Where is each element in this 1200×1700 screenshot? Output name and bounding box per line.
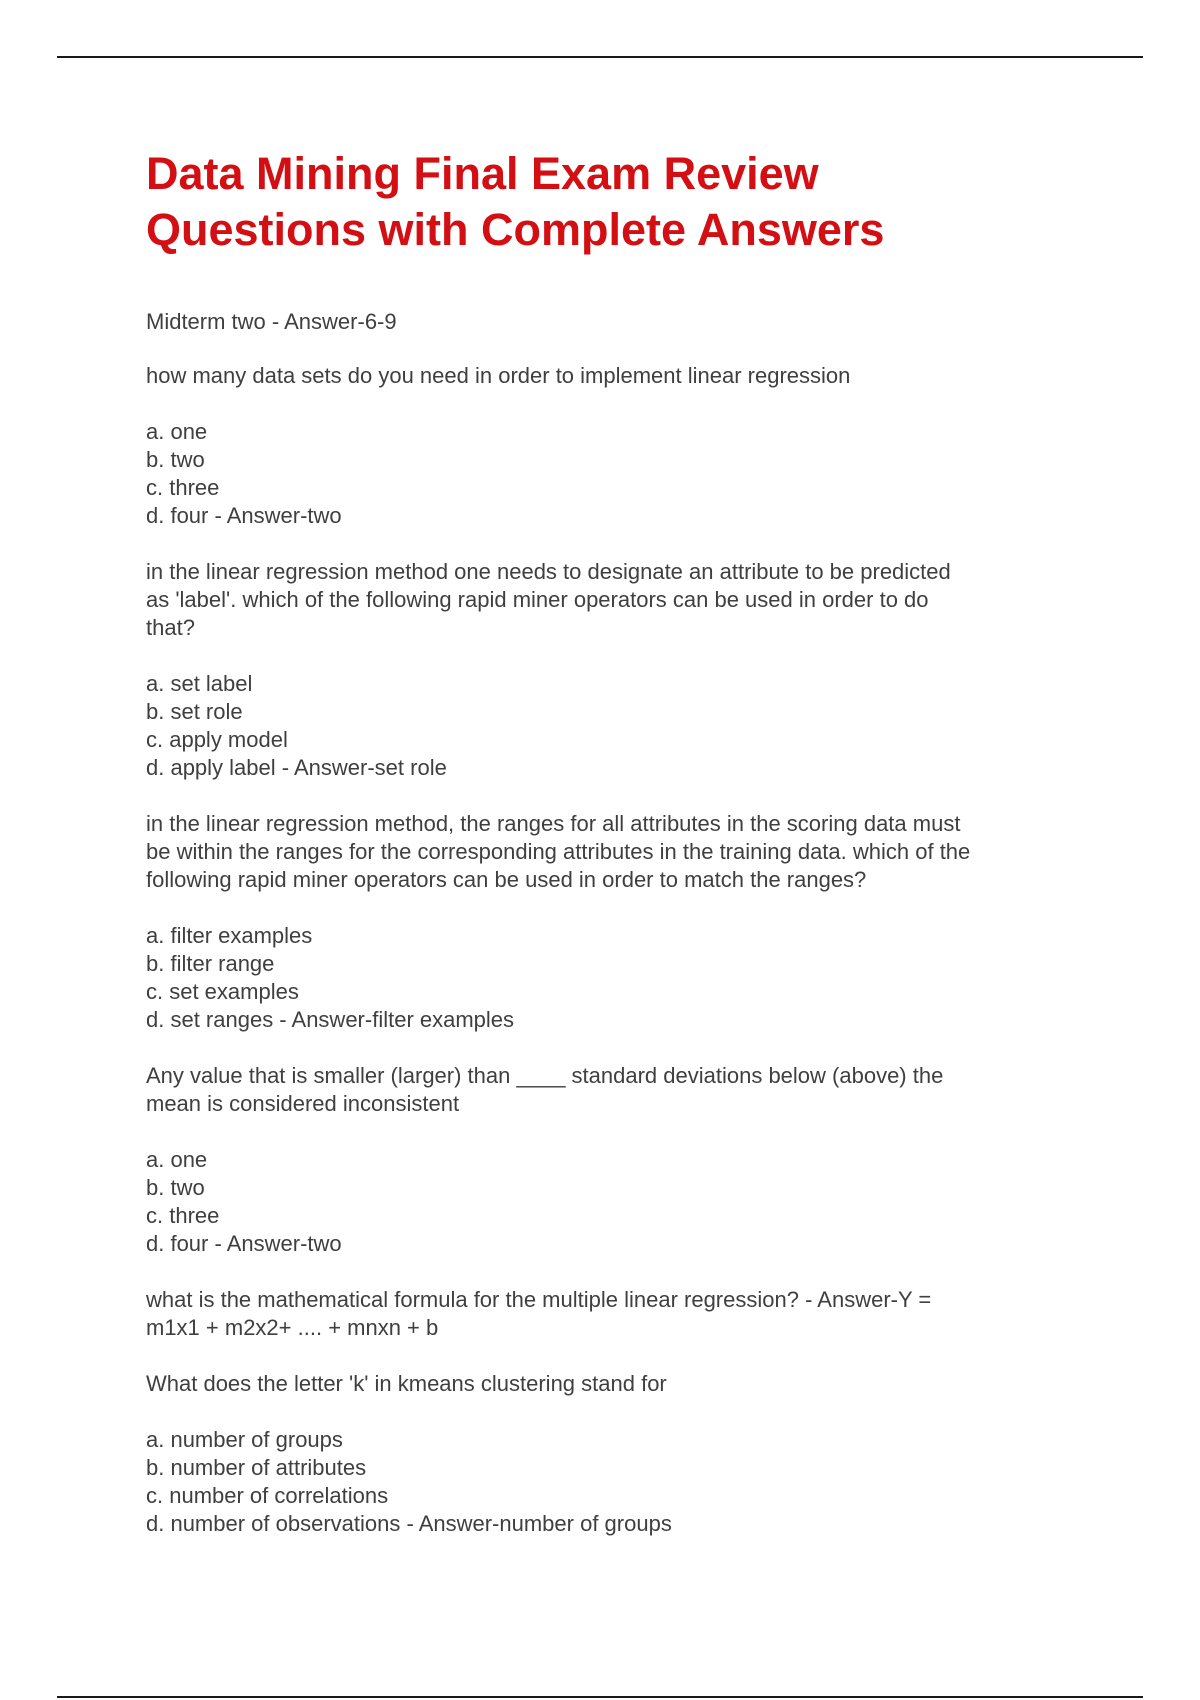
- question-1: how many data sets do you need in order to implement linear regression: [146, 363, 851, 388]
- option-with-answer: d. apply label - Answer-set role: [146, 755, 447, 780]
- option: b. number of attributes: [146, 1455, 367, 1480]
- question-5: [146, 1286, 1066, 1342]
- intro-text: Midterm two - Answer-6-9: [146, 309, 397, 334]
- title-line-1: Data Mining Final Exam Review: [146, 148, 819, 199]
- question-line: m1x1 + m2x2+ .... + mnxn + b: [146, 1315, 439, 1340]
- option: a. filter examples: [146, 923, 313, 948]
- title-line-2: Questions with Complete Answers: [146, 204, 885, 255]
- option: c. apply model: [146, 727, 288, 752]
- question-line: in the linear regression method one needs to designate an attribute to be predicted: [146, 559, 951, 584]
- bottom-rule: [57, 1696, 1143, 1698]
- option-with-answer: d. number of observations - Answer-number of groups: [146, 1511, 672, 1536]
- option: b. set role: [146, 699, 243, 724]
- question-line: mean is considered inconsistent: [146, 1091, 460, 1116]
- question-line: be within the ranges for the corresponding attributes in the training data. which of the: [146, 839, 971, 864]
- option: a. one: [146, 1147, 208, 1172]
- option: a. set label: [146, 671, 253, 696]
- question-1-options: [146, 418, 1066, 530]
- option-with-answer: d. four - Answer-two: [146, 1231, 342, 1256]
- option: c. three: [146, 475, 220, 500]
- question-4: [146, 1062, 1066, 1118]
- question-line: as 'label'. which of the following rapid miner operators can be used in order to do: [146, 587, 929, 612]
- option: a. number of groups: [146, 1427, 343, 1452]
- option: b. filter range: [146, 951, 275, 976]
- question-line: that?: [146, 615, 195, 640]
- question-line: following rapid miner operators can be used in order to match the ranges?: [146, 867, 867, 892]
- question-3-options: [146, 922, 1066, 1034]
- question-4-options: [146, 1146, 1066, 1258]
- question-6: What does the letter 'k' in kmeans clustering stand for: [146, 1371, 667, 1396]
- option: c. number of correlations: [146, 1483, 389, 1508]
- question-6-options: [146, 1426, 1066, 1538]
- option-with-answer: d. four - Answer-two: [146, 503, 342, 528]
- question-3: [146, 810, 1066, 894]
- option: c. three: [146, 1203, 220, 1228]
- question-2-options: [146, 670, 1066, 782]
- question-line: what is the mathematical formula for the multiple linear regression? - Answer-Y =: [146, 1287, 932, 1312]
- top-rule: [57, 56, 1143, 58]
- document-body: [146, 146, 1066, 1566]
- option-with-answer: d. set ranges - Answer-filter examples: [146, 1007, 515, 1032]
- option: c. set examples: [146, 979, 299, 1004]
- option: b. two: [146, 1175, 205, 1200]
- document-title: [146, 146, 1066, 258]
- question-line: Any value that is smaller (larger) than ____ standard deviations below (above) the: [146, 1063, 944, 1088]
- option: a. one: [146, 419, 208, 444]
- question-2: [146, 558, 1066, 642]
- question-line: in the linear regression method, the ranges for all attributes in the scoring data must: [146, 811, 961, 836]
- option: b. two: [146, 447, 205, 472]
